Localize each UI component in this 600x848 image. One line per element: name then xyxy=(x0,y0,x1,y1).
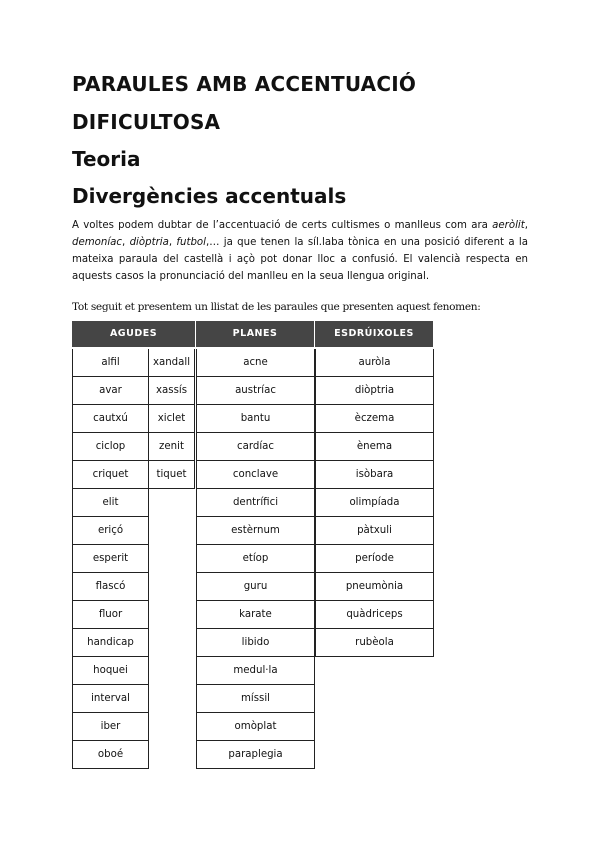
example-word: diòptria xyxy=(129,237,169,248)
aguda-word: alfil xyxy=(72,349,149,377)
aguda-word: criquet xyxy=(72,461,149,489)
header-agudes: AGUDES xyxy=(72,321,195,347)
plana-word: austríac xyxy=(196,377,315,405)
plana-word: libido xyxy=(196,629,315,657)
esdruixola-word: rubèola xyxy=(315,629,434,657)
esdruixola-word: èczema xyxy=(315,405,434,433)
esdruixola-word: pneumònia xyxy=(315,573,434,601)
theory-heading: Teoria xyxy=(72,147,141,171)
example-word: aeròlit xyxy=(492,220,525,231)
plana-word: cardíac xyxy=(196,433,315,461)
aguda-word: handicap xyxy=(72,629,149,657)
esdruixola-word: ènema xyxy=(315,433,434,461)
aguda-word: tiquet xyxy=(148,461,195,489)
plana-word: bantu xyxy=(196,405,315,433)
plana-word: guru xyxy=(196,573,315,601)
esdruixola-word: període xyxy=(315,545,434,573)
esdruixola-word: quàdriceps xyxy=(315,601,434,629)
aguda-word: flascó xyxy=(72,573,149,601)
plana-word: acne xyxy=(196,349,315,377)
plana-word: paraplegia xyxy=(196,741,315,769)
esdruixola-word: auròla xyxy=(315,349,434,377)
aguda-word: ciclop xyxy=(72,433,149,461)
example-word: futbol xyxy=(176,237,206,248)
aguda-word: xiclet xyxy=(148,405,195,433)
list-intro: Tot seguit et presentem un llistat de les paraules que presenten aquest fenomen: xyxy=(72,301,481,313)
aguda-word: oboé xyxy=(72,741,149,769)
plana-word: karate xyxy=(196,601,315,629)
plana-word: omòplat xyxy=(196,713,315,741)
header-esdruixoles: ESDRÚIXOLES xyxy=(315,321,433,347)
aguda-word: eriçó xyxy=(72,517,149,545)
aguda-word: fluor xyxy=(72,601,149,629)
aguda-word: zenit xyxy=(148,433,195,461)
aguda-word: xandall xyxy=(148,349,195,377)
aguda-word: avar xyxy=(72,377,149,405)
plana-word: estèrnum xyxy=(196,517,315,545)
esdruixola-word: diòptria xyxy=(315,377,434,405)
aguda-word: interval xyxy=(72,685,149,713)
aguda-word: esperit xyxy=(72,545,149,573)
intro-paragraph: A voltes podem dubtar de l’accentuació de certs cultismes o manlleus com ara aeròlit, demoníac, diòptria, futbol,… ja que tenen la síl.laba tònica en una posició diferent a la mateixa paraula del castellà i açò pot donar lloc a confusió. El valencià respecta en aquests casos la pronunciació del manlleu en la seua llengua original. xyxy=(72,220,528,282)
aguda-word: xassís xyxy=(148,377,195,405)
aguda-word: iber xyxy=(72,713,149,741)
plana-word: conclave xyxy=(196,461,315,489)
aguda-word: hoquei xyxy=(72,657,149,685)
plana-word: medul·la xyxy=(196,657,315,685)
plana-word: míssil xyxy=(196,685,315,713)
esdruixola-word: pàtxuli xyxy=(315,517,434,545)
header-planes: PLANES xyxy=(196,321,314,347)
aguda-word: elit xyxy=(72,489,149,517)
aguda-word: cautxú xyxy=(72,405,149,433)
esdruixola-word: isòbara xyxy=(315,461,434,489)
title-line-2: DIFICULTOSA xyxy=(72,110,221,134)
title-line-1: PARAULES AMB ACCENTUACIÓ xyxy=(72,72,417,96)
plana-word: dentrífici xyxy=(196,489,315,517)
section-heading: Divergències accentuals xyxy=(72,184,347,208)
plana-word: etíop xyxy=(196,545,315,573)
example-word: demoníac xyxy=(72,237,123,248)
esdruixola-word: olimpíada xyxy=(315,489,434,517)
